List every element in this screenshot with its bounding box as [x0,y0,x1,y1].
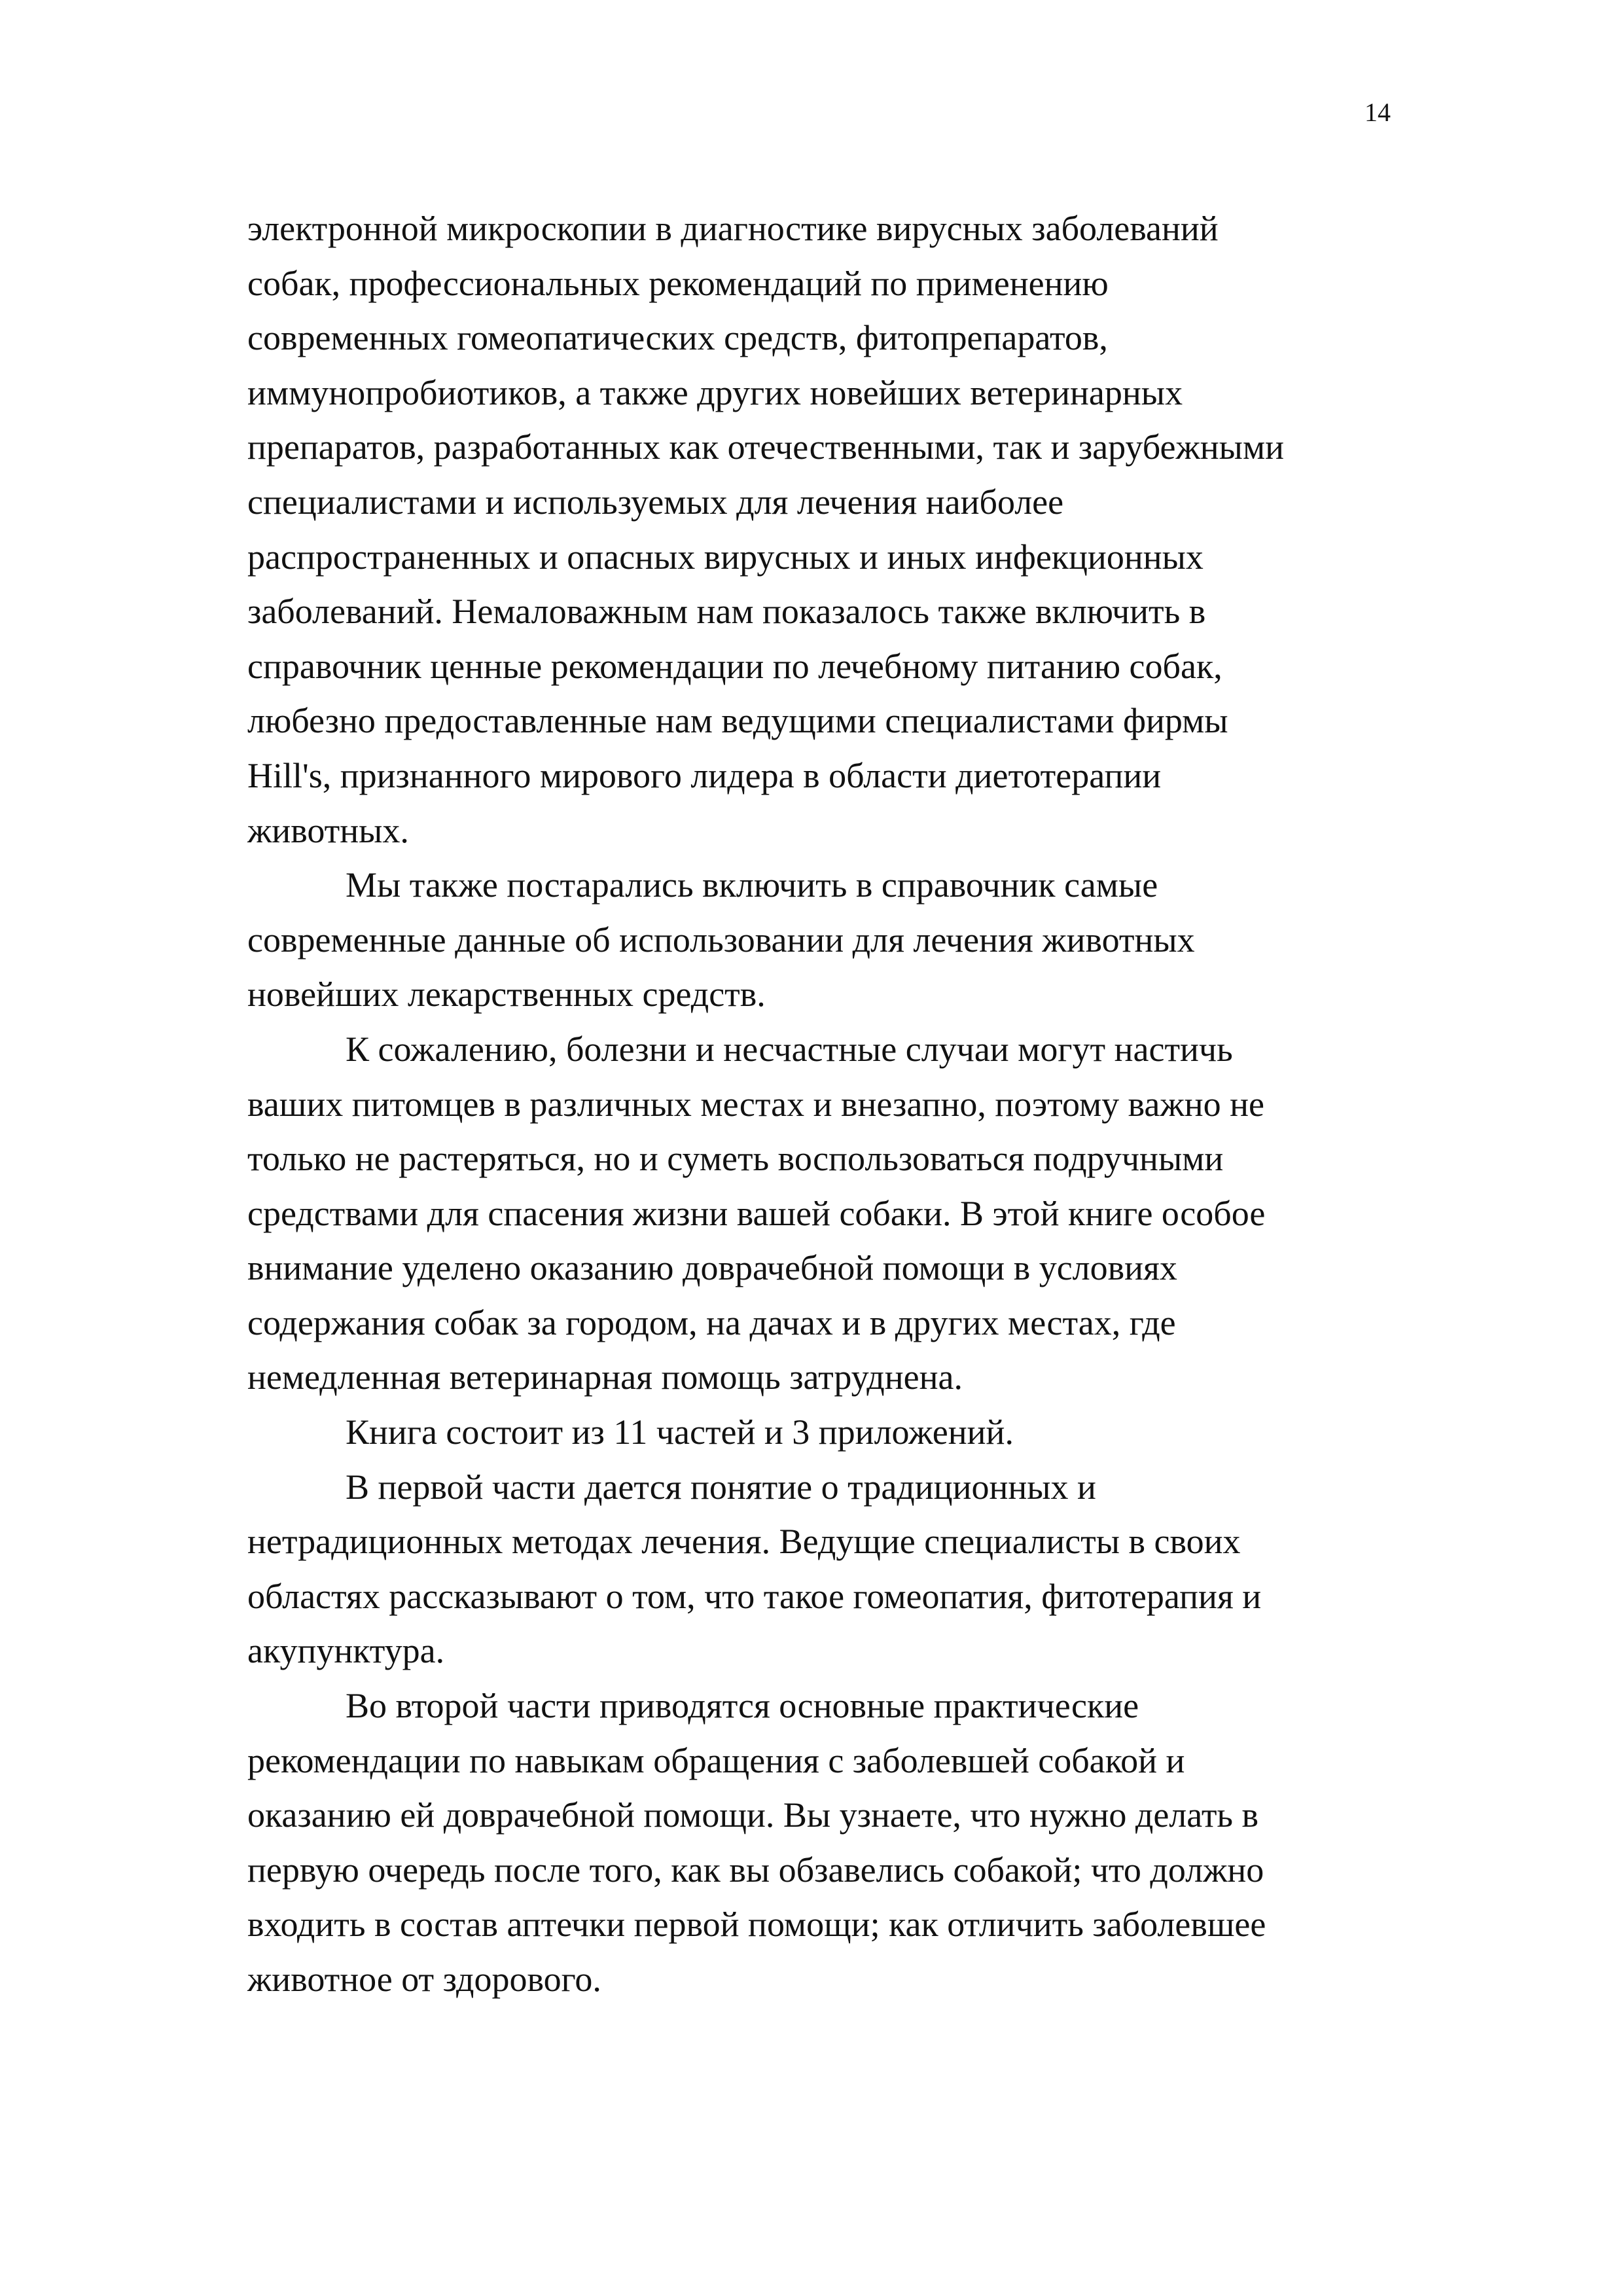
text-line: препаратов, разработанных как отечественными, так и зарубежными [247,427,1285,467]
text-line: животных. [247,810,409,850]
paragraph [247,202,1386,858]
text-line: В первой части дается понятие о традиционных и [346,1467,1096,1507]
paragraph [247,1405,1386,1460]
page-number: 14 [1364,98,1391,127]
text-line: справочник ценные рекомендации по лечебному питанию собак, [247,646,1222,686]
text-line: немедленная ветеринарная помощь затруднена. [247,1357,963,1397]
text-line: любезно предоставленные нам ведущими специалистами фирмы [247,701,1228,741]
paragraph [247,858,1386,1022]
text-line: современные данные об использовании для лечения животных [247,920,1195,960]
text-line: рекомендации по навыкам обращения с заболевшей собакой и [247,1740,1185,1780]
text-line: внимание уделено оказанию доврачебной помощи в условиях [247,1248,1177,1288]
text-line: содержания собак за городом, на дачах и в других местах, где [247,1302,1176,1342]
text-line: акупунктура. [247,1631,445,1671]
text-line: входить в состав аптечки первой помощи; как отличить заболевшее [247,1905,1266,1945]
text-line: новейших лекарственных средств. [247,975,766,1014]
text-line: ваших питомцев в различных местах и внезапно, поэтому важно не [247,1084,1264,1124]
text-line: животное от здорового. [247,1960,601,1999]
text-line: распространенных и опасных вирусных и иных инфекционных [247,537,1204,577]
text-line: нетрадиционных методах лечения. Ведущие специалисты в своих [247,1522,1241,1562]
text-line: электронной микроскопии в диагностике вирусных заболеваний [247,209,1219,248]
paragraph [247,1022,1386,1405]
text-line: оказанию ей доврачебной помощи. Вы узнаете, что нужно делать в [247,1795,1259,1835]
text-line: первую очередь после того, как вы обзавелись собакой; что должно [247,1850,1264,1890]
text-line: Во второй части приводятся основные практические [346,1686,1139,1726]
text-line: Hill's, признанного мирового лидера в области диетотерапии [247,755,1162,795]
paragraph [247,1679,1386,2007]
text-line: специалистами и используемых для лечения наиболее [247,482,1064,522]
text-line: заболеваний. Немаловажным нам показалось также включить в [247,592,1206,632]
paragraph [247,1460,1386,1679]
text-line: собак, профессиональных рекомендаций по применению [247,263,1109,303]
text-line: средствами для спасения жизни вашей собаки. В этой книге особое [247,1193,1266,1233]
text-line: Мы также постарались включить в справочник самые [346,865,1158,905]
text-line: только не растеряться, но и суметь воспользоваться подручными [247,1139,1224,1179]
text-line: Книга состоит из 11 частей и 3 приложений. [346,1412,1014,1452]
text-line: иммунопробиотиков, а также других новейших ветеринарных [247,372,1183,412]
text-line: К сожалению, болезни и несчастные случаи могут настичь [346,1029,1233,1069]
text-line: областях рассказывают о том, что такое гомеопатия, фитотерапия и [247,1576,1262,1616]
body-text [247,202,1386,2007]
text-line: современных гомеопатических средств, фитопрепаратов, [247,318,1108,358]
